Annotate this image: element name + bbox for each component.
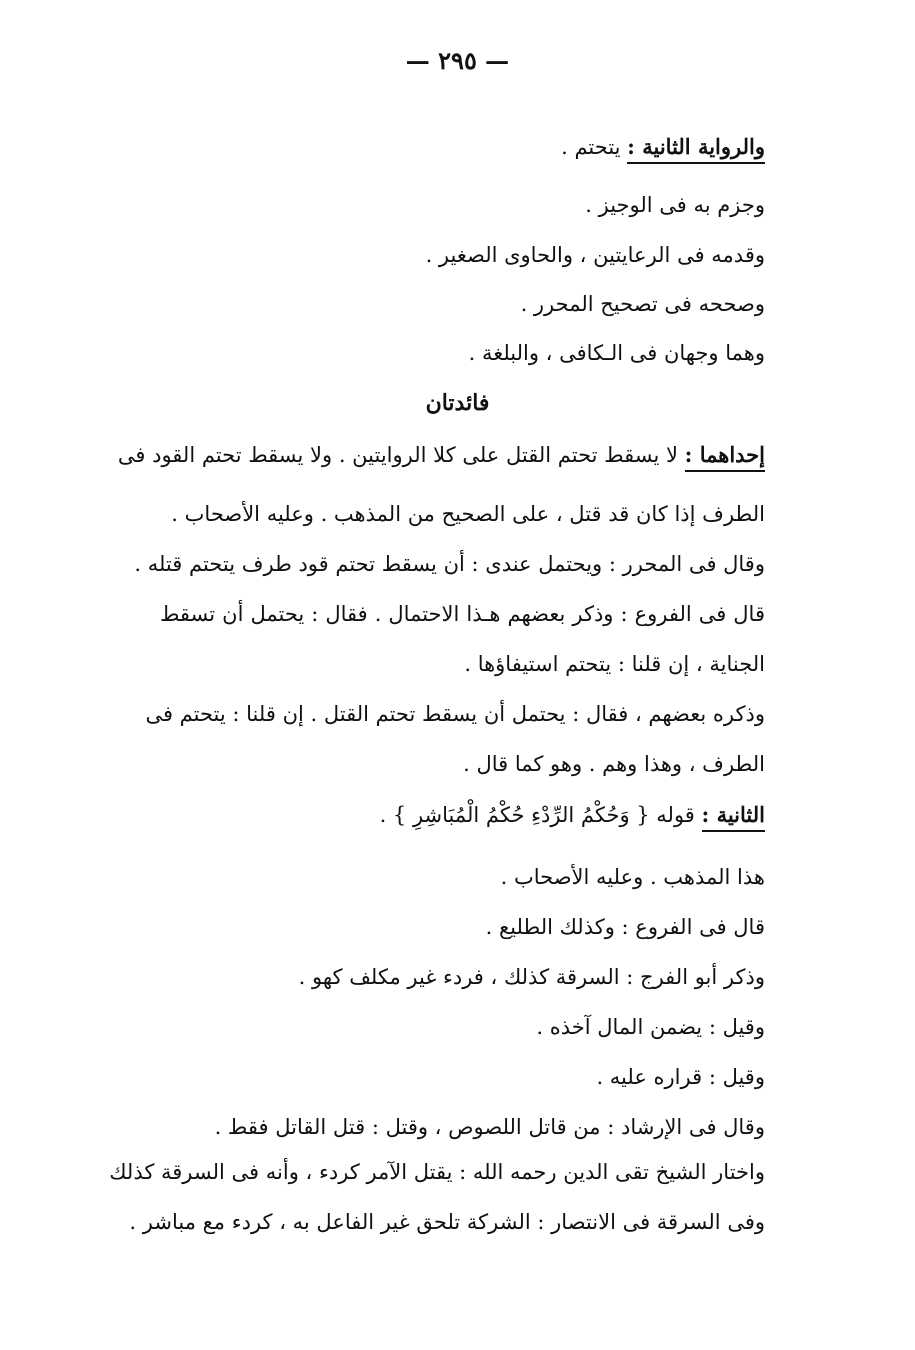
text-line: وقدمه فى الرعايتين ، والحاوى الصغير .: [425, 243, 765, 267]
text-line: وجزم به فى الوجيز .: [585, 193, 765, 217]
text-line: وصححه فى تصحيح المحرر .: [520, 292, 765, 316]
text-line: قال فى الفروع : وذكر بعضهم هـذا الاحتمال . فقال : يحتمل أن تسقط: [160, 602, 765, 626]
section-heading: فائدتان: [425, 390, 490, 416]
text-line: وقيل : قراره عليه .: [596, 1065, 765, 1089]
text-line: وقال فى الإرشاد : من قاتل اللصوص ، وقتل : قتل القاتل فقط .: [214, 1115, 765, 1139]
section-lead: إحداهما :: [685, 442, 765, 472]
page-number: — ٢٩٥ —: [405, 46, 510, 75]
text-line: [561, 132, 765, 162]
line-text: قوله { وَحُكْمُ الرِّدْءِ حُكْمُ الْمُبَاشِرِ } .: [379, 803, 702, 827]
text-line: وقال فى المحرر : ويحتمل عندى : أن يسقط تحتم قود طرف يتحتم قتله .: [134, 552, 765, 576]
text-line: وذكر أبو الفرج : السرقة كذلك ، فردء غير مكلف كهو .: [298, 965, 765, 989]
text-line: وفى السرقة فى الانتصار : الشركة تلحق غير الفاعل به ، كردء مع مباشر .: [129, 1210, 765, 1234]
text-line: الجناية ، إن قلنا : يتحتم استيفاؤها .: [464, 652, 765, 676]
text-line: وذكره بعضهم ، فقال : يحتمل أن يسقط تحتم القتل . إن قلنا : يتحتم فى: [145, 702, 765, 726]
line-text: يتحتم .: [561, 135, 628, 159]
text-line: [117, 440, 765, 470]
text-line: قال فى الفروع : وكذلك الطليع .: [485, 915, 765, 939]
section-lead: الثانية :: [702, 802, 765, 832]
text-line: [380, 800, 765, 830]
text-line: وقيل : يضمن المال آخذه .: [536, 1015, 765, 1039]
text-line: الطرف ، وهذا وهم . وهو كما قال .: [463, 752, 765, 776]
text-line: هذا المذهب . وعليه الأصحاب .: [500, 865, 765, 889]
text-line: وهما وجهان فى الـكافى ، والبلغة .: [468, 341, 765, 365]
text-line: الطرف إذا كان قد قتل ، على الصحيح من المذهب . وعليه الأصحاب .: [171, 502, 765, 526]
section-lead: والرواية الثانية :: [627, 134, 765, 164]
line-text: لا يسقط تحتم القتل على كلا الروايتين . ولا يسقط تحتم القود فى: [117, 443, 685, 467]
text-line: واختار الشيخ تقى الدين رحمه الله : يقتل الآمر كردء ، وأنه فى السرقة كذلك: [109, 1160, 765, 1184]
